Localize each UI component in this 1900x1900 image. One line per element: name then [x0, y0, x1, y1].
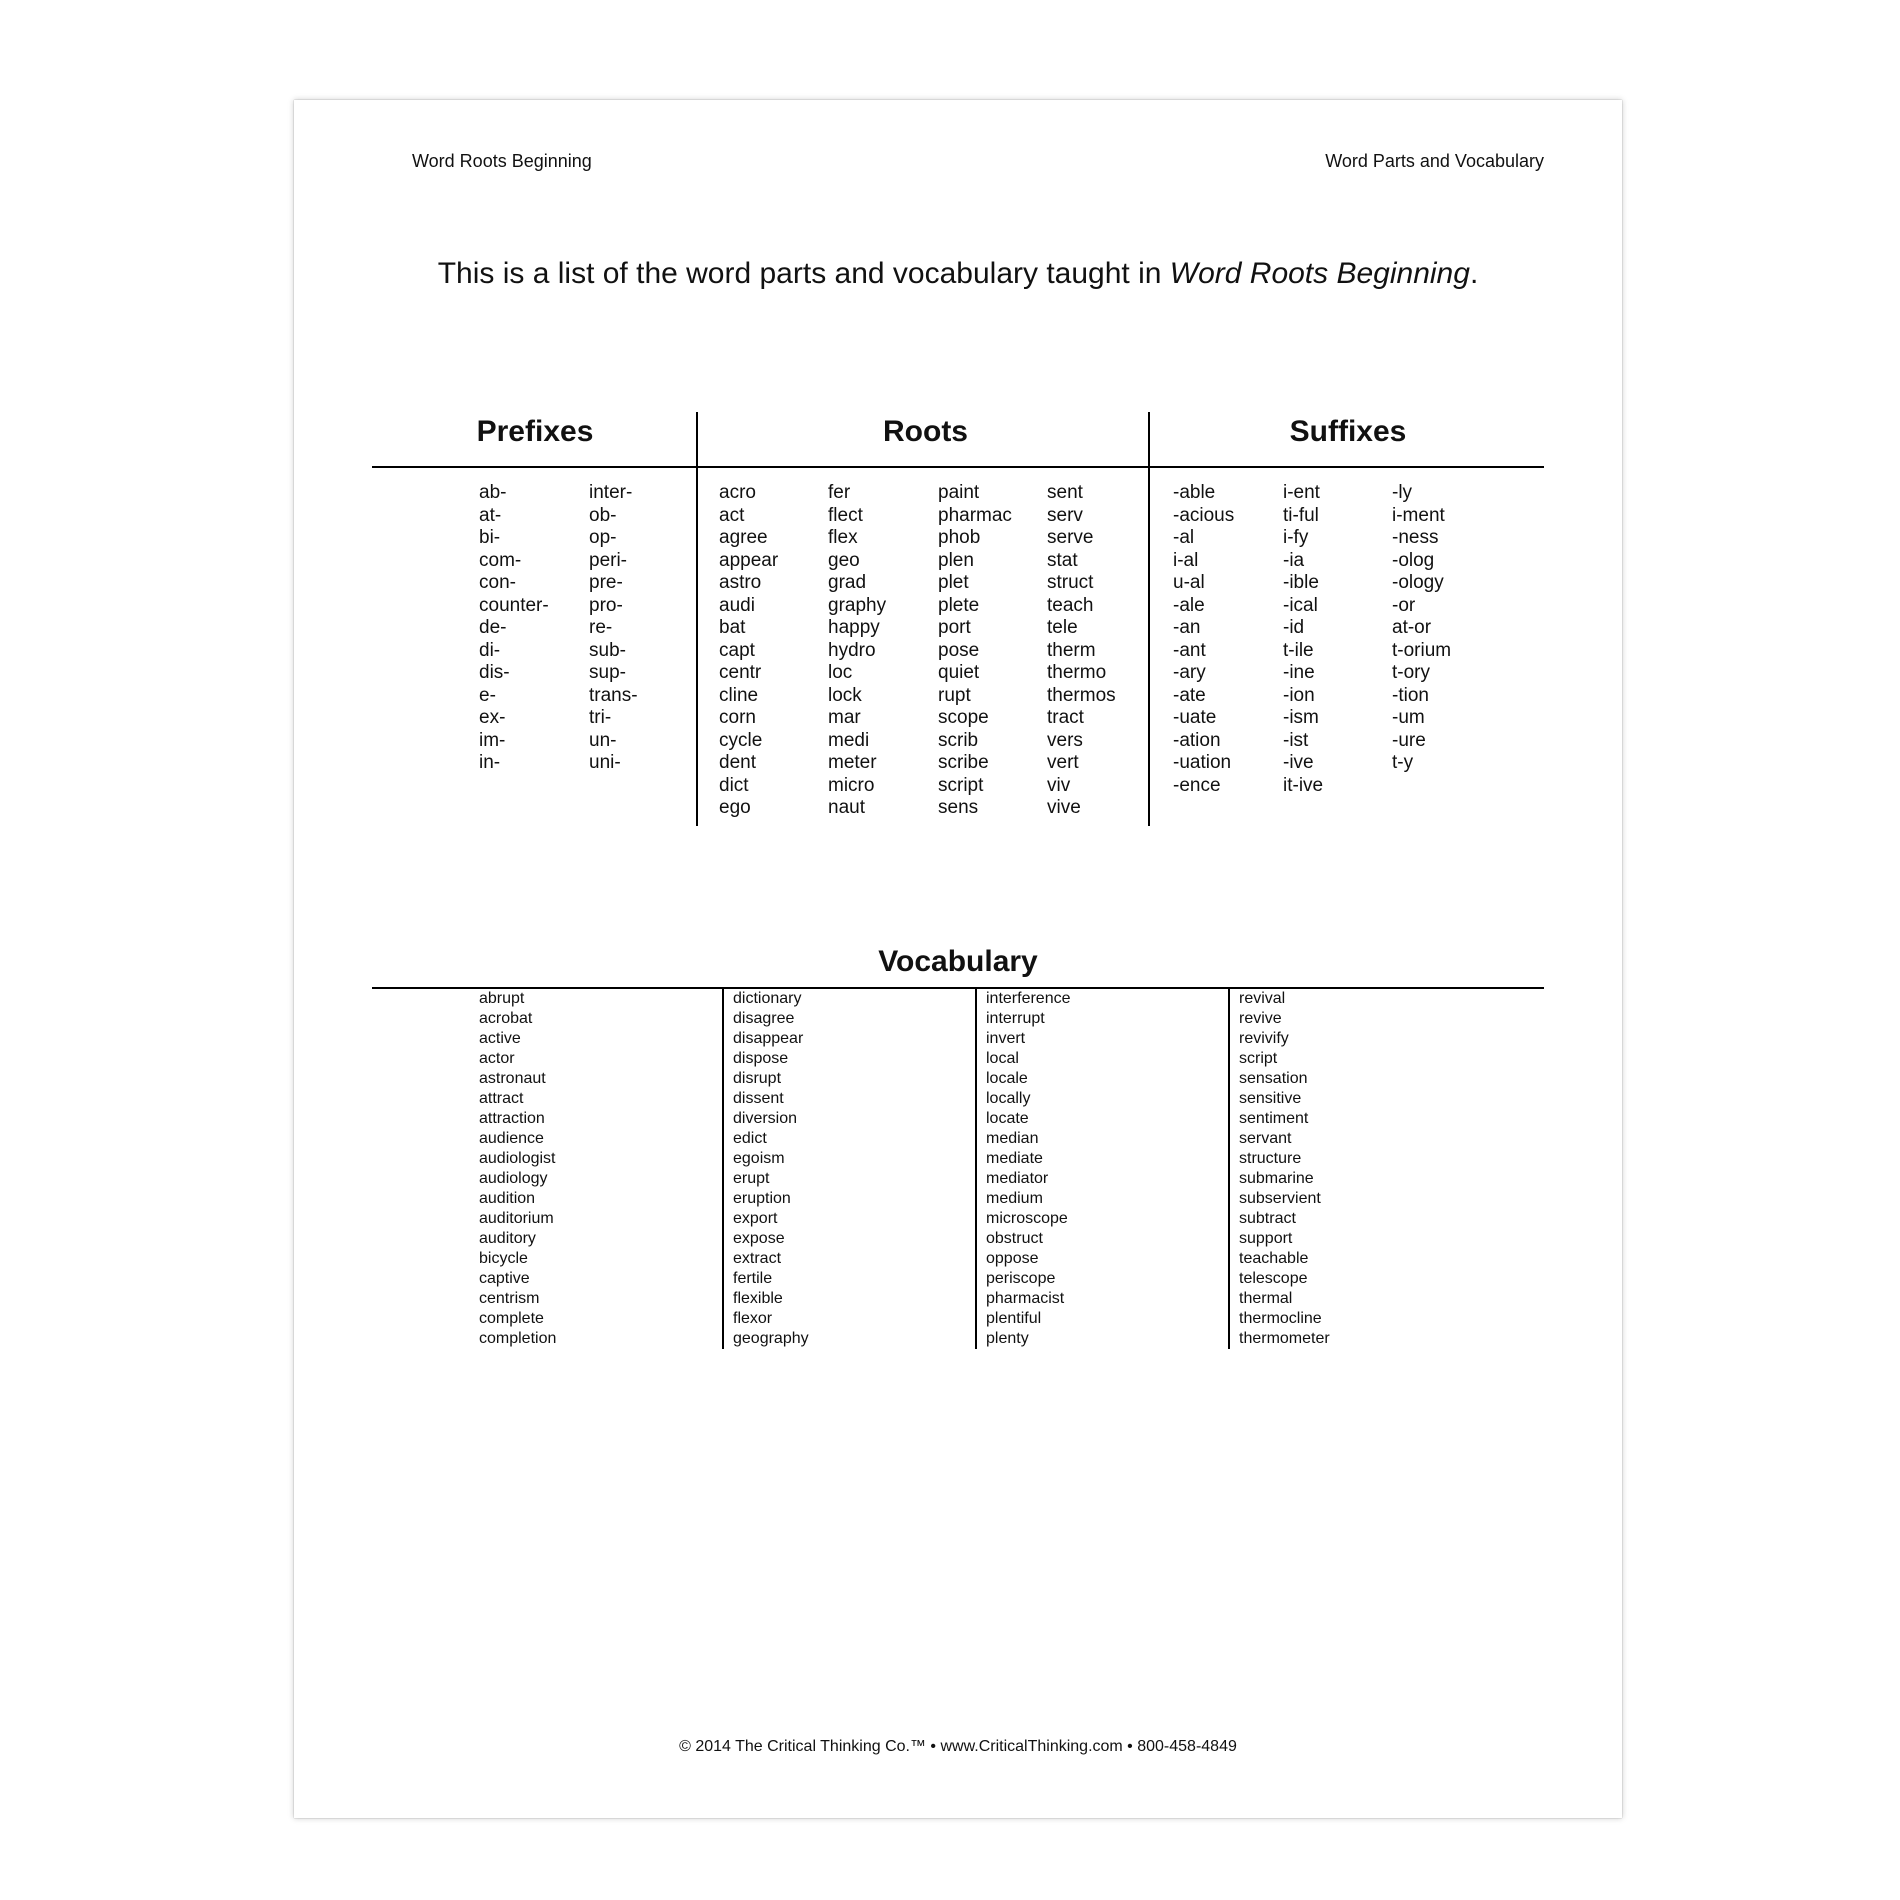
- word-item: -ate: [1173, 684, 1206, 706]
- word-item: loc: [828, 662, 853, 683]
- word-item: thermometer: [1239, 1330, 1330, 1347]
- word-item: -an: [1173, 617, 1201, 638]
- word-item: di-: [479, 639, 501, 661]
- word-item: micro: [828, 774, 875, 796]
- word-item: -ant: [1173, 639, 1206, 661]
- word-item: -ure: [1392, 729, 1426, 751]
- word-item: agree: [719, 527, 768, 548]
- word-item: median: [986, 1130, 1039, 1147]
- word-item: ti-ful: [1283, 504, 1319, 526]
- word-item: ex-: [479, 707, 506, 728]
- word-item: vers: [1047, 729, 1083, 751]
- word-item: serv: [1047, 504, 1083, 526]
- word-item: -ine: [1283, 662, 1315, 683]
- word-item: at-: [479, 504, 502, 526]
- word-item: i-fy: [1283, 527, 1309, 548]
- word-item: locale: [986, 1070, 1028, 1087]
- word-item: op-: [589, 527, 617, 548]
- word-item: -ism: [1283, 707, 1319, 728]
- word-item: local: [986, 1050, 1019, 1067]
- word-item: fer: [828, 482, 851, 503]
- word-item: astronaut: [479, 1070, 546, 1087]
- roots-column-2: [828, 482, 886, 820]
- word-item: dent: [719, 752, 756, 773]
- word-item: vive: [1047, 797, 1081, 818]
- suffixes-column-1: [1173, 482, 1234, 797]
- word-item: dissent: [733, 1090, 784, 1107]
- prefixes-title: Prefixes: [476, 415, 594, 448]
- suffixes-column-3: [1392, 482, 1451, 775]
- word-item: at-or: [1392, 617, 1432, 638]
- word-item: pose: [938, 639, 980, 661]
- word-item: mediator: [986, 1170, 1049, 1187]
- word-item: script: [1239, 1050, 1278, 1067]
- vocabulary-table: [372, 940, 1544, 1350]
- word-item: corn: [719, 707, 756, 728]
- word-item: -ology: [1392, 572, 1444, 593]
- word-item: naut: [828, 797, 865, 818]
- prefixes-column-2: [589, 482, 638, 775]
- word-item: -acious: [1173, 504, 1235, 526]
- word-item: scribe: [938, 752, 989, 773]
- word-item: -ion: [1283, 684, 1315, 706]
- word-item: edict: [733, 1130, 767, 1147]
- word-item: t-ory: [1392, 662, 1430, 683]
- word-item: t-ile: [1283, 639, 1314, 661]
- word-item: obstruct: [986, 1230, 1043, 1247]
- word-item: complete: [479, 1310, 544, 1327]
- word-item: -ness: [1392, 527, 1439, 548]
- word-item: bi-: [479, 527, 501, 548]
- word-item: struct: [1047, 572, 1094, 593]
- word-item: sensation: [1239, 1070, 1308, 1087]
- word-item: pre-: [589, 572, 623, 593]
- word-item: ego: [719, 797, 751, 818]
- word-item: actor: [479, 1050, 515, 1067]
- word-item: teachable: [1239, 1250, 1309, 1267]
- word-item: e-: [479, 684, 496, 706]
- word-item: sub-: [589, 639, 626, 661]
- word-item: medium: [986, 1190, 1043, 1207]
- word-item: rupt: [938, 684, 971, 706]
- word-item: subservient: [1239, 1190, 1321, 1207]
- word-item: locate: [986, 1110, 1029, 1127]
- vocabulary-column-1: [479, 989, 556, 1349]
- word-item: submarine: [1239, 1170, 1314, 1187]
- word-item: interrupt: [986, 1010, 1045, 1027]
- word-item: serve: [1047, 527, 1094, 548]
- word-item: extract: [733, 1250, 782, 1267]
- word-item: grad: [828, 572, 867, 593]
- word-item: disrupt: [733, 1070, 782, 1087]
- word-item: counter-: [479, 594, 549, 616]
- word-item: geo: [828, 549, 860, 571]
- word-item: -ible: [1283, 572, 1319, 593]
- word-item: mar: [828, 707, 861, 728]
- word-item: capt: [719, 639, 755, 661]
- word-item: diversion: [733, 1110, 798, 1127]
- vocabulary-separator-3: [1228, 987, 1230, 1349]
- word-item: com-: [479, 549, 522, 571]
- word-item: structure: [1239, 1150, 1302, 1167]
- word-item: telescope: [1239, 1270, 1308, 1287]
- word-item: hydro: [828, 639, 876, 661]
- word-item: de-: [479, 617, 507, 638]
- word-item: export: [733, 1210, 778, 1227]
- worksheet-page: [294, 100, 1622, 1818]
- word-item: -olog: [1392, 549, 1435, 571]
- word-item: captive: [479, 1270, 530, 1287]
- word-item: active: [479, 1030, 521, 1047]
- word-item: scope: [938, 707, 989, 728]
- word-item: -ation: [1173, 729, 1221, 751]
- word-item: -ale: [1173, 594, 1205, 616]
- word-item: flect: [828, 504, 863, 526]
- word-item: port: [938, 617, 971, 638]
- word-item: t-y: [1392, 752, 1414, 773]
- word-item: invert: [986, 1030, 1026, 1047]
- word-item: sensitive: [1239, 1090, 1302, 1107]
- word-item: dispose: [733, 1050, 789, 1067]
- word-parts-divider: [372, 466, 1544, 468]
- intro-book-title: Word Roots Beginning: [1169, 257, 1470, 290]
- word-item: bat: [719, 617, 746, 638]
- word-item: periscope: [986, 1270, 1056, 1287]
- word-item: auditorium: [479, 1210, 554, 1227]
- intro-end: .: [1469, 257, 1479, 290]
- word-item: uni-: [589, 752, 621, 773]
- word-item: tract: [1047, 707, 1084, 728]
- word-item: con-: [479, 572, 516, 593]
- word-item: phob: [938, 527, 981, 548]
- header-left: Word Roots Beginning: [412, 151, 592, 171]
- word-item: tri-: [589, 707, 612, 728]
- word-item: -ence: [1173, 774, 1221, 796]
- word-parts-table: [372, 412, 1544, 827]
- word-item: flex: [828, 527, 858, 548]
- word-item: fertile: [733, 1270, 773, 1287]
- word-item: revivify: [1239, 1030, 1289, 1047]
- word-item: pharmacist: [986, 1290, 1065, 1307]
- vocabulary-column-2: [733, 989, 809, 1349]
- word-item: t-orium: [1392, 639, 1452, 661]
- word-item: quiet: [938, 662, 980, 683]
- word-item: centr: [719, 662, 762, 683]
- word-item: plet: [938, 572, 969, 593]
- word-item: -able: [1173, 482, 1216, 503]
- vocabulary-column-4: [1239, 989, 1330, 1349]
- word-item: inter-: [589, 482, 633, 503]
- word-item: cline: [719, 684, 759, 706]
- word-item: centrism: [479, 1290, 540, 1307]
- word-item: dictionary: [733, 990, 802, 1007]
- copyright-footer: © 2014 The Critical Thinking Co.™ • www.CriticalThinking.com • 800-458-4849: [679, 1738, 1237, 1755]
- word-item: -ia: [1283, 549, 1305, 571]
- word-item: lock: [828, 684, 862, 706]
- word-item: it-ive: [1283, 774, 1324, 796]
- word-item: i-ent: [1283, 482, 1320, 503]
- word-item: sens: [938, 797, 979, 818]
- prefixes-roots-separator: [696, 412, 698, 826]
- word-item: -id: [1283, 617, 1305, 638]
- prefixes-column-1: [479, 482, 549, 775]
- word-item: in-: [479, 752, 501, 773]
- word-item: thermo: [1047, 662, 1107, 683]
- word-item: audience: [479, 1130, 544, 1147]
- intro-text: This is a list of the word parts and vocabulary taught in: [437, 257, 1170, 290]
- word-item: flexible: [733, 1290, 783, 1307]
- word-item: subtract: [1239, 1210, 1296, 1227]
- word-item: i-al: [1173, 549, 1199, 571]
- word-item: peri-: [589, 549, 628, 571]
- word-item: -ive: [1283, 752, 1314, 773]
- word-item: servant: [1239, 1130, 1292, 1147]
- roots-title: Roots: [883, 415, 968, 448]
- word-item: therm: [1047, 639, 1096, 661]
- word-item: ab-: [479, 482, 507, 503]
- roots-column-1: [719, 482, 778, 820]
- word-item: im-: [479, 729, 506, 751]
- word-item: geography: [733, 1330, 809, 1347]
- word-item: dict: [719, 774, 749, 796]
- word-item: pharmac: [938, 504, 1012, 526]
- word-item: paint: [938, 482, 980, 503]
- word-item: -tion: [1392, 684, 1429, 706]
- word-item: acrobat: [479, 1010, 533, 1027]
- roots-column-4: [1047, 482, 1116, 820]
- word-item: ob-: [589, 504, 617, 526]
- word-item: audition: [479, 1190, 536, 1207]
- word-item: pro-: [589, 594, 623, 616]
- word-item: -uation: [1173, 752, 1232, 773]
- vocabulary-separator-1: [722, 987, 724, 1349]
- word-item: meter: [828, 752, 877, 773]
- word-item: re-: [589, 617, 613, 638]
- word-item: microscope: [986, 1210, 1068, 1227]
- word-item: i-ment: [1392, 504, 1445, 526]
- word-item: audiology: [479, 1170, 548, 1187]
- word-item: bicycle: [479, 1250, 528, 1267]
- word-item: sent: [1047, 482, 1083, 503]
- vocabulary-separator-2: [975, 987, 977, 1349]
- word-item: erupt: [733, 1170, 770, 1187]
- word-item: -or: [1392, 594, 1416, 616]
- word-item: plen: [938, 549, 974, 571]
- word-item: scrib: [938, 729, 979, 751]
- word-item: -ly: [1392, 482, 1413, 503]
- word-item: disagree: [733, 1010, 795, 1027]
- word-item: audi: [719, 594, 755, 616]
- word-item: attract: [479, 1090, 524, 1107]
- word-item: thermocline: [1239, 1310, 1322, 1327]
- word-item: plete: [938, 594, 980, 616]
- roots-column-3: [938, 482, 1012, 820]
- word-item: abrupt: [479, 990, 525, 1007]
- word-item: trans-: [589, 684, 638, 706]
- word-item: acro: [719, 482, 756, 503]
- roots-suffixes-separator: [1148, 412, 1150, 826]
- word-item: flexor: [733, 1310, 773, 1327]
- word-item: -ary: [1173, 662, 1206, 683]
- word-item: interference: [986, 990, 1071, 1007]
- word-item: revive: [1239, 1010, 1282, 1027]
- word-item: -um: [1392, 707, 1425, 728]
- word-item: support: [1239, 1230, 1293, 1247]
- word-item: completion: [479, 1330, 557, 1347]
- word-item: medi: [828, 729, 870, 751]
- word-item: -ist: [1283, 729, 1309, 751]
- word-item: plenty: [986, 1330, 1029, 1347]
- word-item: tele: [1047, 617, 1078, 638]
- word-item: graphy: [828, 594, 887, 616]
- word-item: act: [719, 504, 745, 526]
- word-item: stat: [1047, 549, 1078, 571]
- suffixes-column-2: [1283, 482, 1323, 797]
- word-item: happy: [828, 617, 880, 638]
- intro-sentence: [294, 257, 1622, 291]
- word-item: vert: [1047, 752, 1079, 773]
- word-item: un-: [589, 729, 617, 751]
- word-item: revival: [1239, 990, 1286, 1007]
- word-item: -uate: [1173, 707, 1217, 728]
- word-item: audiologist: [479, 1150, 556, 1167]
- word-item: -al: [1173, 527, 1195, 548]
- word-item: mediate: [986, 1150, 1043, 1167]
- vocabulary-column-3: [986, 989, 1071, 1349]
- word-item: oppose: [986, 1250, 1039, 1267]
- word-item: egoism: [733, 1150, 785, 1167]
- word-item: viv: [1047, 774, 1071, 796]
- vocabulary-title: Vocabulary: [878, 945, 1038, 978]
- word-item: disappear: [733, 1030, 804, 1047]
- word-item: thermos: [1047, 684, 1116, 706]
- word-item: astro: [719, 572, 762, 593]
- word-item: sentiment: [1239, 1110, 1309, 1127]
- word-item: auditory: [479, 1230, 536, 1247]
- word-item: locally: [986, 1090, 1031, 1107]
- word-item: dis-: [479, 662, 510, 683]
- word-item: cycle: [719, 729, 763, 751]
- word-item: teach: [1047, 594, 1094, 616]
- word-item: expose: [733, 1230, 785, 1247]
- header-right: Word Parts and Vocabulary: [1325, 151, 1544, 171]
- word-item: u-al: [1173, 572, 1205, 593]
- word-item: plentiful: [986, 1310, 1042, 1327]
- word-item: thermal: [1239, 1290, 1293, 1307]
- word-item: eruption: [733, 1190, 791, 1207]
- word-item: script: [938, 774, 984, 796]
- word-item: sup-: [589, 662, 626, 683]
- word-item: appear: [719, 549, 779, 571]
- suffixes-title: Suffixes: [1289, 415, 1407, 448]
- word-item: -ical: [1283, 594, 1318, 616]
- word-item: attraction: [479, 1110, 545, 1127]
